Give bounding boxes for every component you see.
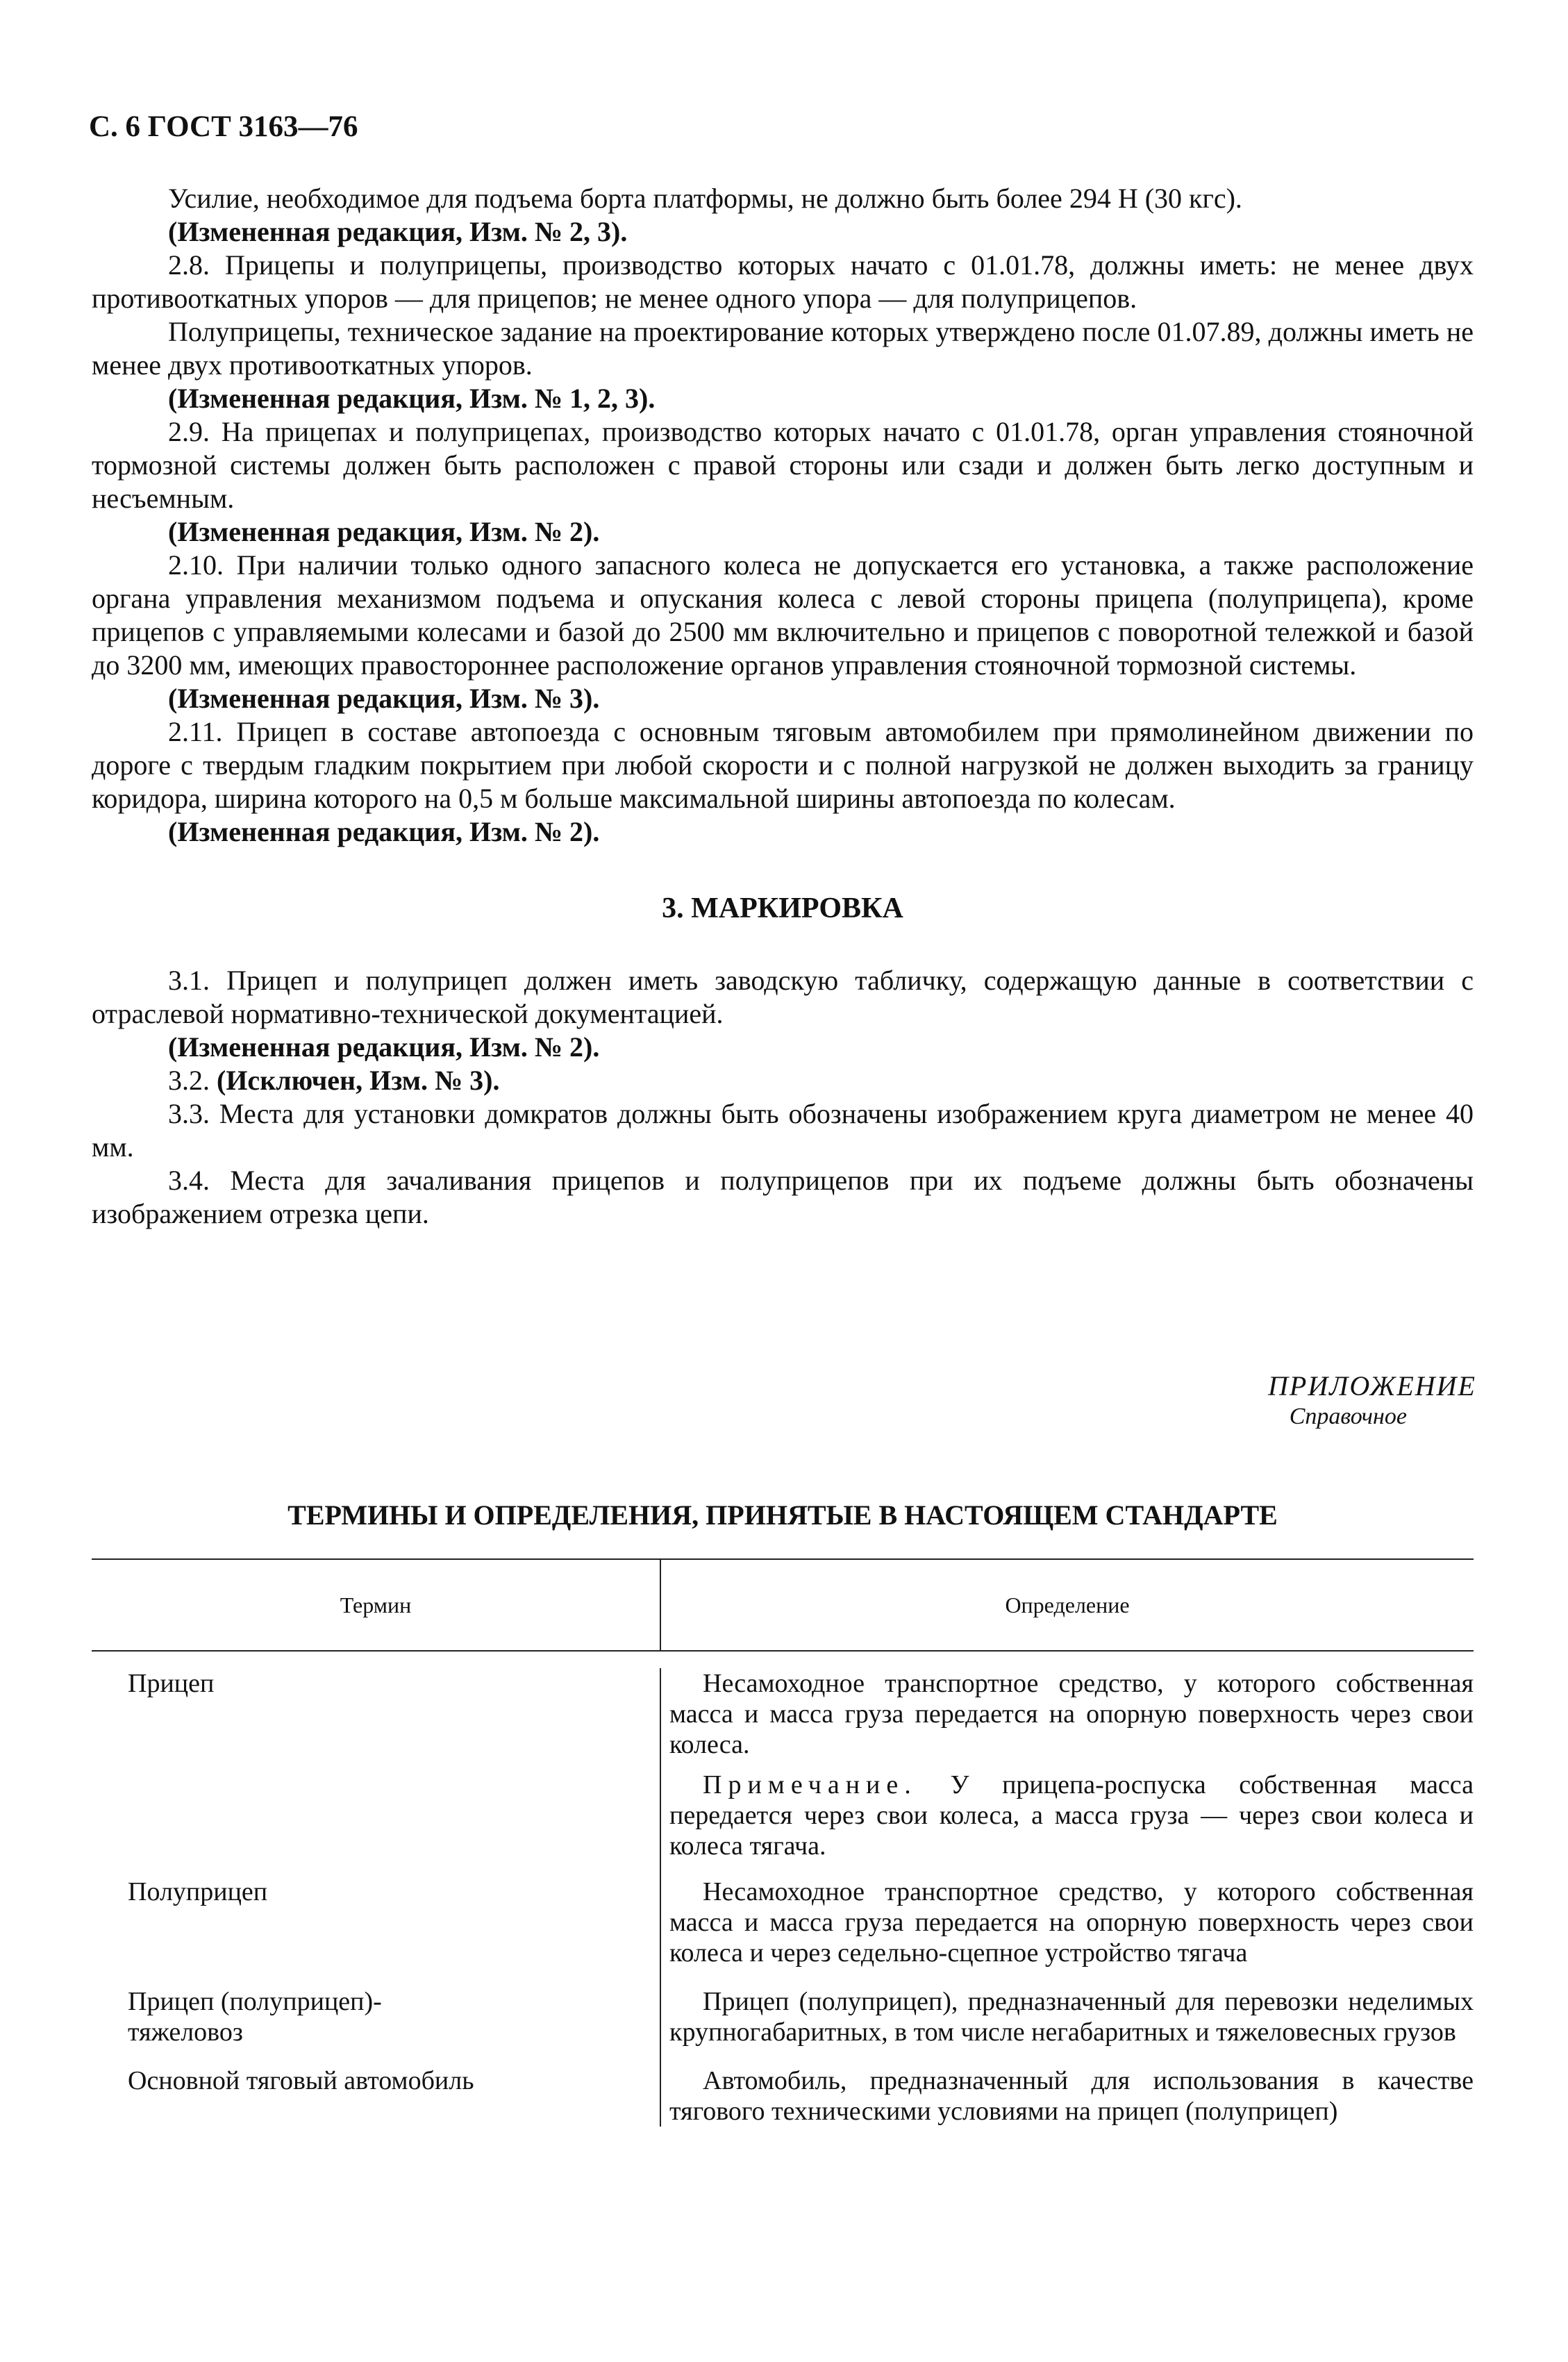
table-row xyxy=(92,2065,1474,2127)
table-title: ТЕРМИНЫ И ОПРЕДЕЛЕНИЯ, ПРИНЯТЫЕ В НАСТОЯЩЕМ СТАНДАРТЕ xyxy=(287,1499,1278,1531)
terms-table xyxy=(92,1558,1474,2127)
amendment-note: (Измененная редакция, Изм. № 2, 3). xyxy=(168,216,628,247)
appendix-status: Справочное xyxy=(1289,1404,1407,1429)
paragraph: 2.11. Прицеп в составе автопоезда с основным тяговым автомобилем при прямолинейном движении по дороге с твердым гладким покрытием при любой скорости и с полной нагрузкой не должен выходить за границу коридора, ширина которого на 0,5 м больше максимальной ширины автопоезда по колесам. xyxy=(92,716,1474,814)
table-row xyxy=(92,1986,1474,2047)
definition-cell xyxy=(660,1668,1474,1861)
paragraph: 2.9. На прицепах и полуприцепах, производство которых начато с 01.01.78, орган управления стояночной тормозной системы должен быть расположен с правой стороны или сзади и должен быть легко доступным и несъемным. xyxy=(92,416,1474,514)
paragraph: 3.1. Прицеп и полуприцеп должен иметь заводскую табличку, содержащую данные в соответствии с отраслевой нормативно-технической документацией. xyxy=(92,965,1474,1029)
page-header: С. 6 ГОСТ 3163—76 xyxy=(89,110,358,143)
amendment-note: (Измененная редакция, Изм. № 1, 2, 3). xyxy=(168,383,656,414)
excluded-note: (Исключен, Изм. № 3). xyxy=(217,1065,500,1096)
amendment-note: (Измененная редакция, Изм. № 2). xyxy=(168,816,600,847)
table-header xyxy=(92,1560,1474,1650)
note-label: Примечание. xyxy=(703,1770,917,1799)
definition-text: Автомобиль, предназначенный для использования в качестве тягового техническими условиями на прицеп (полуприцеп) xyxy=(669,2066,1474,2126)
clause-number: 3.2. xyxy=(168,1065,217,1096)
definition-cell xyxy=(660,1877,1474,1968)
note-text: У прицепа-роспуска собственная масса передается через свои колеса, а масса груза — через свои колеса и колеса тягача. xyxy=(669,1770,1474,1861)
amendment-note: (Измененная редакция, Изм. № 2). xyxy=(168,1031,600,1063)
document-body xyxy=(92,182,1474,1231)
term-cell: Прицеп xyxy=(128,1669,215,1698)
column-header-definition: Определение xyxy=(660,1560,1474,1650)
paragraph: 2.10. При наличии только одного запасного колеса не допускается его установка, а также расположение органа управления механизмом подъема и опускания колеса с левой стороны прицепа (полуприцепа), кроме прицепов с управляемыми колесами и базой до 2500 мм включительно и прицепов с поворотной тележкой и базой до 3200 мм, имеющих правостороннее расположение органов управления стояночной тормозной системы. xyxy=(92,549,1474,681)
definition-note xyxy=(669,1770,1474,1861)
column-divider xyxy=(660,1668,661,2127)
amendment-note: (Измененная редакция, Изм. № 2). xyxy=(168,516,600,547)
column-header-term: Термин xyxy=(340,1592,412,1617)
definition-text: Прицеп (полуприцеп), предназначенный для перевозки неделимых крупногабаритных, в том числе негабаритных и тяжеловесных грузов xyxy=(669,1987,1474,2047)
table-header-rule xyxy=(92,1650,1474,1652)
paragraph-excluded xyxy=(92,1064,1474,1097)
paragraph: Полуприцепы, техническое задание на проектирование которых утверждено после 01.07.89, должны иметь не менее двух противооткатных упоров. xyxy=(92,316,1474,381)
paragraph: 2.8. Прицепы и полуприцепы, производство которых начато с 01.01.78, должны иметь: не менее двух противооткатных упоров — для прицепов; не менее одного упора — для полуприцепов. xyxy=(92,249,1474,314)
definition-text: Несамоходное транспортное средство, у которого собственная масса и масса груза передается на опорную поверхность через свои колеса. xyxy=(669,1669,1474,1759)
paragraph: Усилие, необходимое для подъема борта платформы, не должно быть более 294 Н (30 кгс). xyxy=(168,183,1242,214)
table-body xyxy=(92,1668,1474,2127)
definition-cell xyxy=(660,2065,1474,2127)
appendix-title: ПРИЛОЖЕНИЕ xyxy=(1268,1370,1476,1402)
paragraph: 3.4. Места для зачаливания прицепов и полуприцепов при их подъеме должны быть обозначены изображением отрезка цепи. xyxy=(92,1165,1474,1229)
table-row xyxy=(92,1877,1474,1968)
amendment-note: (Измененная редакция, Изм. № 3). xyxy=(168,683,600,714)
table-row xyxy=(92,1668,1474,1861)
term-cell: Полуприцеп xyxy=(128,1877,268,1906)
definition-text: Несамоходное транспортное средство, у которого собственная масса и масса груза передается на опорную поверхность через свои колеса и через седельно-сцепное устройство тягача xyxy=(669,1877,1474,1968)
appendix-label xyxy=(1268,1370,1476,1431)
paragraph: 3.3. Места для установки домкратов должны быть обозначены изображением круга диаметром не менее 40 мм. xyxy=(92,1098,1474,1163)
section-title: 3. МАРКИРОВКА xyxy=(662,892,903,924)
term-cell: Прицеп (полуприцеп)-тяжеловоз xyxy=(128,1987,382,2047)
term-cell: Основной тяговый автомобиль xyxy=(128,2066,474,2095)
definition-cell xyxy=(660,1986,1474,2047)
